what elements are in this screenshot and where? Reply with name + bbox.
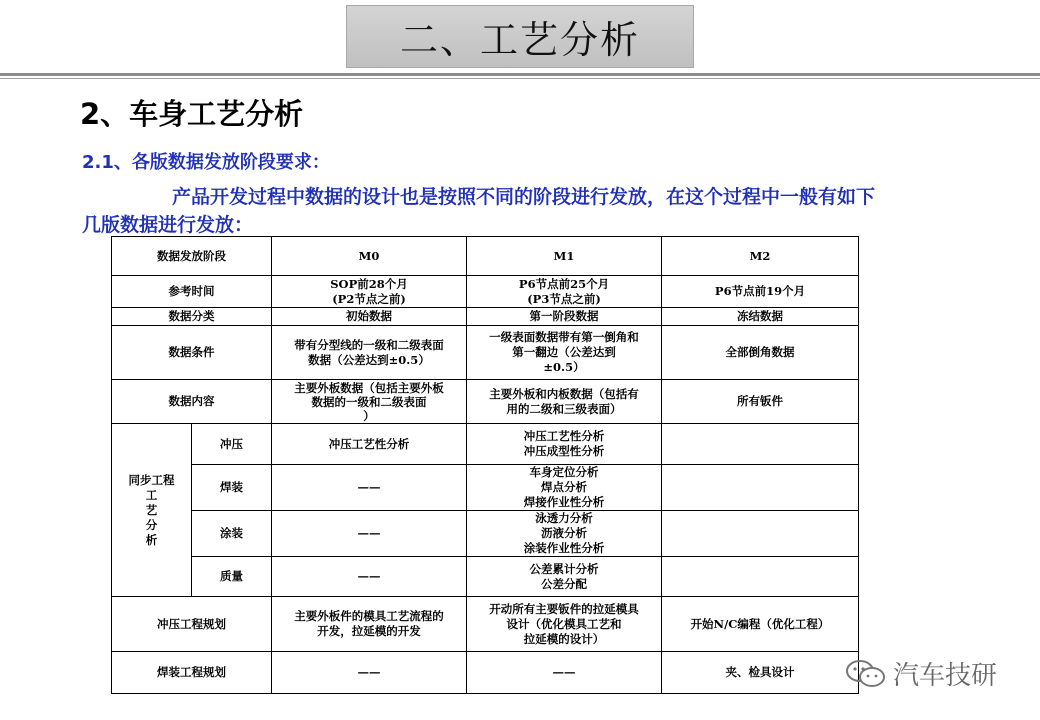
- cell: ——: [272, 557, 467, 597]
- cell: ——: [467, 652, 662, 694]
- row-label: 数据分类: [112, 308, 272, 326]
- cell: ——: [272, 465, 467, 511]
- header-m0: M0: [272, 237, 467, 276]
- cell: P6节点前19个月: [662, 276, 859, 308]
- cell: 车身定位分析 焊点分析 焊接作业性分析: [467, 465, 662, 511]
- cell: [662, 424, 859, 465]
- divider: [0, 78, 1040, 79]
- cell: 主要外板数据（包括主要外板 数据的一级和二级表面 ）: [272, 380, 467, 424]
- cell: 第一阶段数据: [467, 308, 662, 326]
- cell: [662, 557, 859, 597]
- cell: 带有分型线的一级和二级表面 数据（公差达到±0.5）: [272, 326, 467, 380]
- row-label: 质量: [192, 557, 272, 597]
- table-row: [112, 326, 859, 380]
- cell: 夹、检具设计: [662, 652, 859, 694]
- cell: ——: [272, 511, 467, 557]
- wechat-icon: [845, 658, 887, 690]
- cell: ——: [272, 652, 467, 694]
- table-row: [112, 652, 859, 694]
- table-row: [112, 380, 859, 424]
- row-label: 冲压: [192, 424, 272, 465]
- row-label: 涂装: [192, 511, 272, 557]
- cell: 所有钣件: [662, 380, 859, 424]
- row-label: 焊装工程规划: [112, 652, 272, 694]
- row-label: 参考时间: [112, 276, 272, 308]
- cell: 开始N/C编程（优化工程）: [662, 597, 859, 652]
- cell: P6节点前25个月 (P3节点之前): [467, 276, 662, 308]
- table-row: [112, 511, 859, 557]
- section-heading: 2、车身工艺分析: [80, 97, 304, 131]
- watermark-text: 汽车技研: [893, 661, 998, 691]
- cell: 主要外板件的模具工艺流程的 开发，拉延模的开发: [272, 597, 467, 652]
- table-row: [112, 424, 859, 465]
- sub-heading: 2.1、各版数据发放阶段要求：: [82, 152, 330, 173]
- row-label: 数据条件: [112, 326, 272, 380]
- cell: 一级表面数据带有第一倒角和 第一翻边（公差达到 ±0.5）: [467, 326, 662, 380]
- cell: [662, 465, 859, 511]
- cell: SOP前28个月 (P2节点之前): [272, 276, 467, 308]
- data-release-table: [111, 236, 859, 694]
- cell: 开动所有主要钣件的拉延模具 设计（优化模具工艺和 拉延模的设计）: [467, 597, 662, 652]
- row-label: 焊装: [192, 465, 272, 511]
- header-m2: M2: [662, 237, 859, 276]
- row-label: 数据内容: [112, 380, 272, 424]
- row-label: 冲压工程规划: [112, 597, 272, 652]
- slide-title: 二、工艺分析: [346, 5, 694, 68]
- cell: 泳透力分析 沥液分析 涂装作业性分析: [467, 511, 662, 557]
- cell: 冲压工艺性分析: [272, 424, 467, 465]
- cell: 公差累计分析 公差分配: [467, 557, 662, 597]
- table-row: [112, 276, 859, 308]
- intro-paragraph: 产品开发过程中数据的设计也是按照不同的阶段进行发放，在这个过程中一般有如下几版数据进行发放：: [82, 186, 876, 236]
- divider: [0, 73, 1040, 76]
- table-row: [112, 308, 859, 326]
- table-row: [112, 465, 859, 511]
- cell: 全部倒角数据: [662, 326, 859, 380]
- cell: [662, 511, 859, 557]
- header-label: 数据发放阶段: [112, 237, 272, 276]
- table-row: [112, 557, 859, 597]
- table-row: [112, 597, 859, 652]
- cell: 冻结数据: [662, 308, 859, 326]
- watermark: [845, 655, 997, 692]
- cell: 主要外板和内板数据（包括有 用的二级和三级表面）: [467, 380, 662, 424]
- cell: 初始数据: [272, 308, 467, 326]
- header-m1: M1: [467, 237, 662, 276]
- sync-group-label: 同步工程 工 艺 分 析: [112, 424, 192, 597]
- cell: 冲压工艺性分析 冲压成型性分析: [467, 424, 662, 465]
- table-header-row: [112, 237, 859, 276]
